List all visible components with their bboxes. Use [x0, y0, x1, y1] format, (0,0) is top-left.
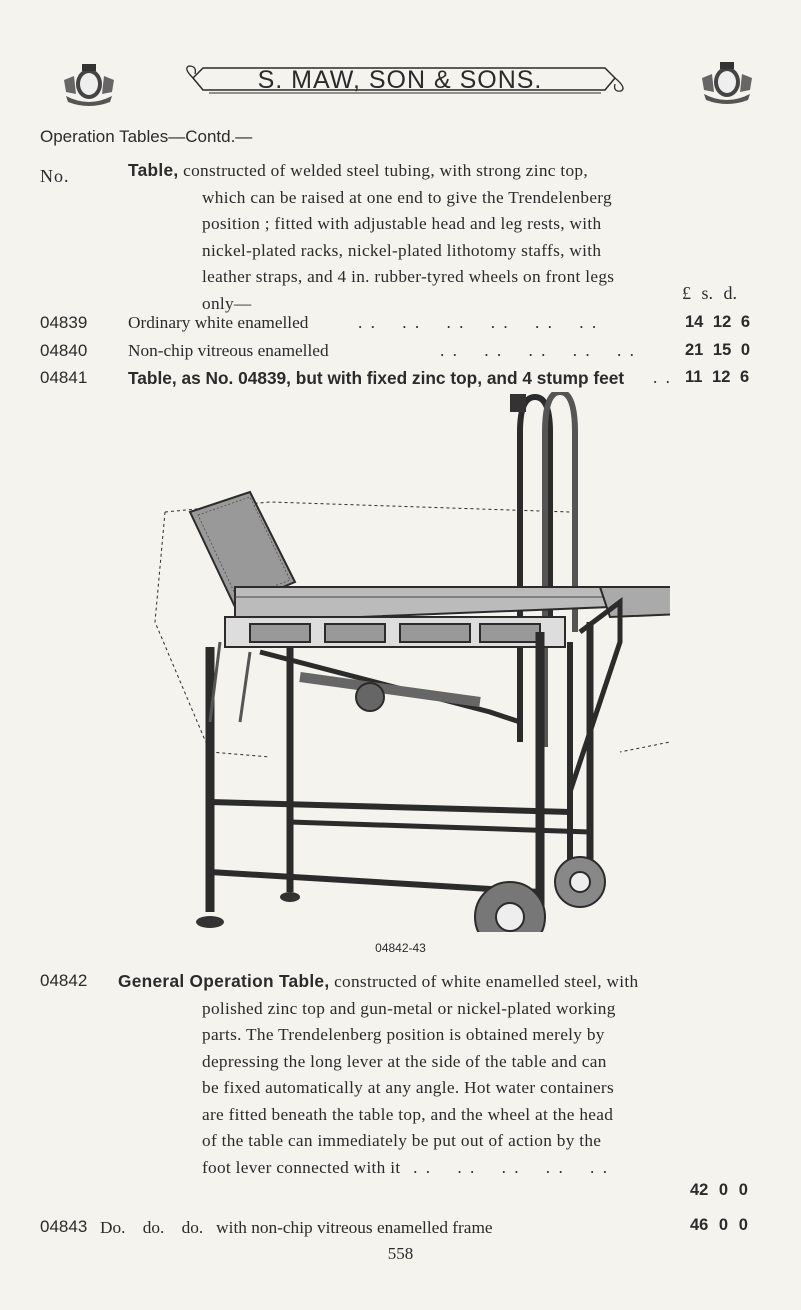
general-line-6: are fitted beneath the table top, and the wheel at the head [202, 1104, 614, 1124]
leader-dots: . . [653, 368, 672, 387]
general-line-1: constructed of white enamelled steel, with [334, 972, 639, 991]
general-line-7: of the table can immediately be put out of action by the [202, 1131, 602, 1150]
general-line-5: be fixed automatically at any angle. Hot water containers [202, 1078, 615, 1097]
general-description [118, 968, 673, 1181]
intro-line-6: only— [202, 293, 252, 313]
general-price: 42 0 0 [690, 1181, 748, 1199]
price-row [40, 368, 780, 394]
item-code: 04841 [40, 368, 88, 387]
item-price: 11 12 6 [685, 368, 750, 386]
leader-dots: . . . . . . . . . . [440, 341, 636, 360]
intro-lead: Table, [128, 160, 179, 180]
intro-description [128, 157, 688, 317]
general-line-8: foot lever connected with it [202, 1157, 401, 1177]
brand-name: S. MAW, SON & SONS. [257, 66, 543, 94]
variant-price: 46 0 0 [690, 1216, 748, 1234]
column-header-no: No. [40, 166, 70, 186]
item-code-04842: 04842 [40, 971, 88, 990]
intro-line-5: leather straps, and 4 in. rubber-tyred wheels on front legs [202, 267, 615, 286]
operation-table-illustration [150, 392, 670, 932]
section-title: Operation Tables—Contd.— [40, 127, 253, 146]
intro-line-4: nickel-plated racks, nickel-plated lithotomy staffs, with [202, 240, 602, 260]
general-lead: General Operation Table, [118, 971, 330, 991]
item-price: 21 15 0 [685, 341, 751, 359]
item-code-04843: 04843 [40, 1217, 88, 1236]
price-row [40, 313, 780, 339]
general-line-8-row [118, 1155, 673, 1182]
page-number: 558 [387, 1244, 414, 1263]
currency-header: £ s. d. [682, 283, 738, 303]
royal-arms-emblem-right [698, 58, 756, 104]
general-line-4: depressing the long lever at the side of the table and can [202, 1051, 607, 1071]
leader-dots: . . . . . . . . . . . . [358, 313, 599, 332]
general-line-2: polished zinc top and gun-metal or nickel-plated working [202, 998, 616, 1018]
intro-line-1: constructed of welded steel tubing, with strong zinc top, [183, 161, 588, 180]
item-code: 04840 [40, 341, 88, 360]
general-line-3: parts. The Trendelenberg position is obtained merely by [202, 1025, 605, 1044]
item-label-text: Table, as No. 04839, but with fixed zinc top, and 4 stump feet [128, 368, 625, 388]
item-label: Ordinary white enamelled [128, 313, 309, 332]
intro-line-2: which can be raised at one end to give the Trendelenberg [202, 187, 612, 207]
item-label: Non-chip vitreous enamelled [128, 341, 329, 360]
intro-line-3: position ; fitted with adjustable head and leg rests, with [202, 214, 602, 233]
variant-description: Do. do. do. with non-chip vitreous enamelled frame [100, 1218, 493, 1237]
royal-arms-emblem-left [60, 60, 118, 106]
item-code: 04839 [40, 313, 88, 332]
leader-dots: . . . . . . . . . . [400, 1157, 610, 1177]
figure-caption: 04842-43 [375, 941, 426, 955]
item-label [128, 368, 624, 389]
price-row [40, 341, 780, 367]
item-price: 14 12 6 [685, 313, 751, 331]
